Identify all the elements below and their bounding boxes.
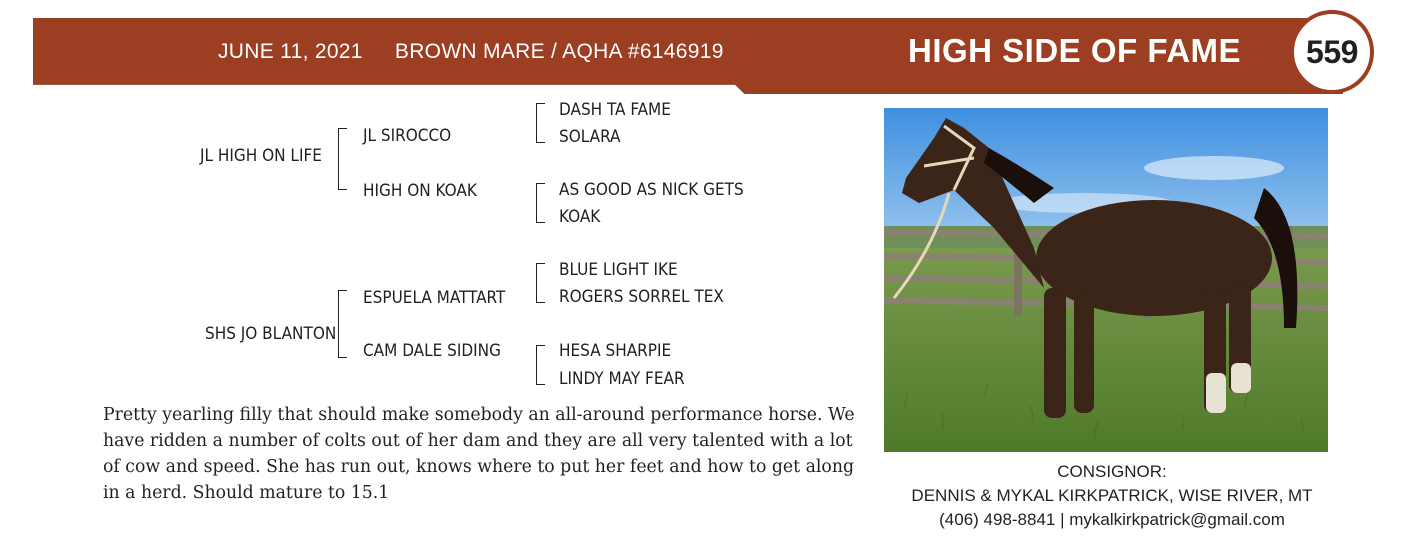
header-meta (218, 40, 724, 64)
pedigree-bracket (536, 345, 545, 385)
pedigree-dam-dam-dam: LINDY MAY FEAR (559, 369, 685, 389)
pedigree-sire-sire: JL SIROCCO (363, 126, 452, 146)
pedigree-dam-dam: CAM DALE SIDING (363, 341, 501, 361)
consignor-label: CONSIGNOR: (1057, 462, 1167, 481)
lot-number-badge (1290, 10, 1374, 94)
horse-description-text: Pretty yearling filly that should make somebody an all-around performance horse. We have ridden a number of colts out of her dam and they are all very talented with a lot of cow and speed. She has run out, knows where to put her feet and how to get along in a herd. Should mature to 15.1 (103, 405, 855, 503)
pedigree-bracket (536, 183, 545, 223)
pedigree-sire-dam: HIGH ON KOAK (363, 181, 477, 201)
pedigree-bracket (536, 103, 545, 143)
pedigree-bracket (338, 290, 347, 358)
consignor-name: DENNIS & MYKAL KIRKPATRICK, WISE RIVER, MT (911, 486, 1313, 505)
pedigree-dam: SHS JO BLANTON (205, 324, 337, 344)
pedigree-sire: JL HIGH ON LIFE (200, 146, 322, 166)
pedigree-sire-dam-dam: KOAK (559, 207, 601, 227)
pedigree-bracket (536, 263, 545, 303)
horse-photo (884, 108, 1328, 452)
pedigree-sire-dam-sire: AS GOOD AS NICK GETS (559, 180, 744, 200)
sale-date: JUNE 11, 2021 (218, 40, 363, 63)
pedigree-dam-dam-sire: HESA SHARPIE (559, 341, 672, 361)
pedigree-dam-sire-sire: BLUE LIGHT IKE (559, 260, 678, 280)
horse-description: BROWN MARE / AQHA #6146919 (394, 40, 724, 63)
lot-number: 559 (1306, 33, 1358, 70)
pedigree-sire-sire-dam: SOLARA (559, 127, 621, 147)
pedigree-dam-sire: ESPUELA MATTART (363, 288, 506, 308)
pedigree-sire-sire-sire: DASH TA FAME (559, 100, 671, 120)
pedigree-dam-sire-dam: ROGERS SORREL TEX (559, 287, 724, 307)
horse-name: HIGH SIDE OF FAME (908, 32, 1242, 69)
pedigree-bracket (338, 128, 347, 190)
consignor-info (884, 460, 1340, 532)
consignor-contact: (406) 498-8841 | mykalkirkpatrick@gmail.com (939, 510, 1285, 529)
